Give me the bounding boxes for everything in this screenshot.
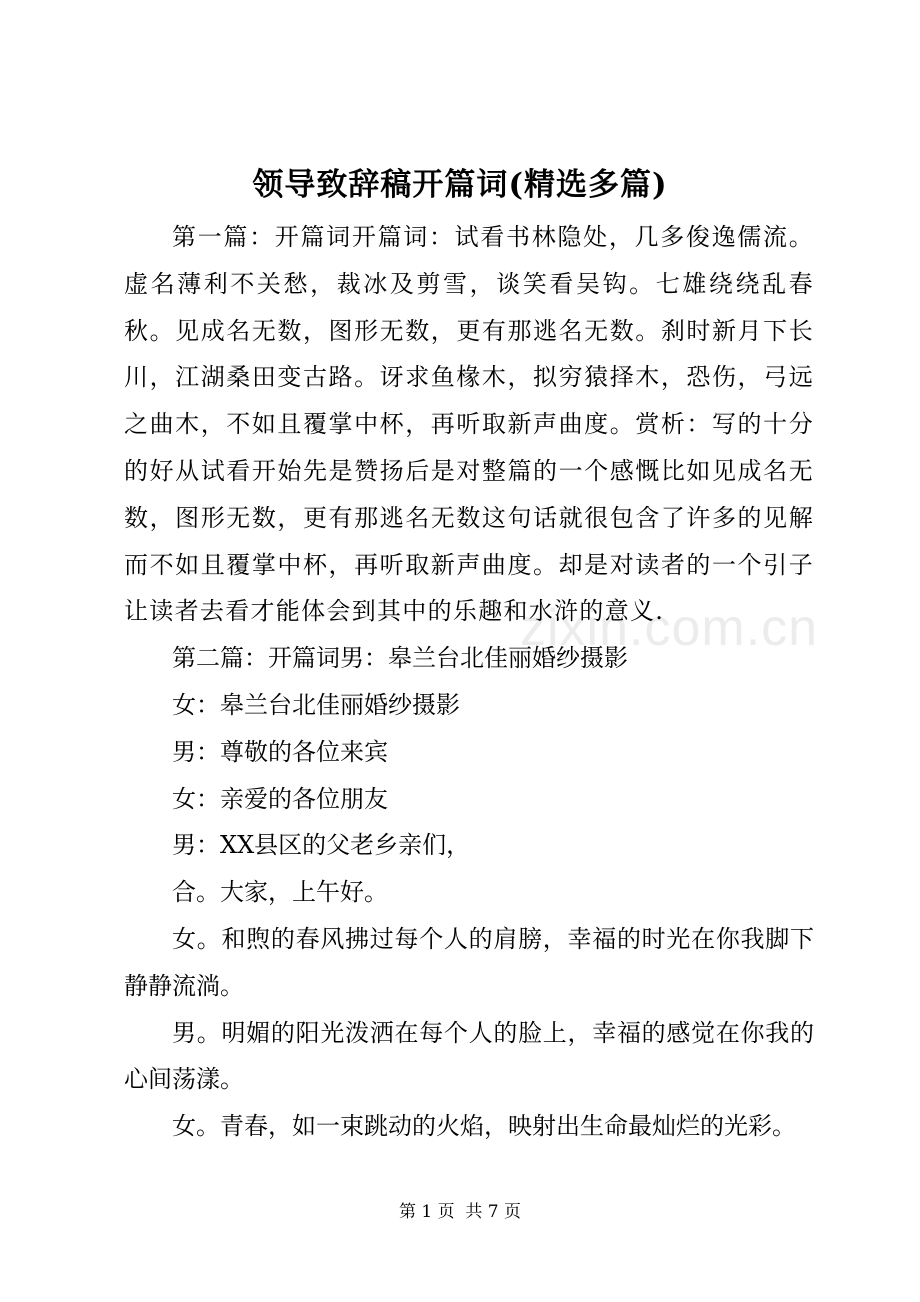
paragraph-10: 女。青春，如一束跳动的火焰，映射出生命最灿烂的光彩。 <box>172 1112 796 1141</box>
watermark: zixin.com.cn <box>520 599 819 657</box>
paragraph-4: 男：尊敬的各位来宾 <box>172 737 388 766</box>
page-number: 第 1 页 共 7 页 <box>398 1202 522 1222</box>
document-body <box>124 214 814 1150</box>
document-title: 领导致辞稿开篇词(精选多篇) <box>252 167 668 203</box>
page-footer <box>0 1200 920 1224</box>
paragraph-7: 合。大家，上午好。 <box>172 878 388 907</box>
paragraph-6: 男：XX县区的父老乡亲们， <box>172 831 471 860</box>
paragraph-8: 女。和煦的春风拂过每个人的肩膀，幸福的时光在你我脚下静静流淌。 <box>124 924 814 1000</box>
paragraph-5: 女：亲爱的各位朋友 <box>172 784 388 813</box>
paragraph-1: 第一篇：开篇词开篇词：试看书林隐处，几多俊逸儒流。虚名薄利不关愁，裁冰及剪雪，谈笑看吴钩。七雄绕绕乱春秋。见成名无数，图形无数，更有那逃名无数。刹时新月下长川，江湖桑田变古路。讶求鱼椽木，拟穷猿择木，恐伤，弓远之曲木，不如且覆掌中杯，再听取新声曲度。赏析：写的十分的好从试看开始先是赞扬后是对整篇的一个感慨比如见成名无数，图形无数，更有那逃名无数这句话就很包含了许多的见解而不如且覆掌中杯，再听取新声曲度。却是对读者的一个引子让读者去看才能体会到其中的乐趣和水浒的意义. <box>124 223 814 626</box>
paragraph-9: 男。明媚的阳光泼洒在每个人的脸上，幸福的感觉在你我的心间荡漾。 <box>124 1018 814 1094</box>
paragraph-2: 第二篇：开篇词男：皋兰台北佳丽婚纱摄影 <box>172 644 628 673</box>
paragraph-3: 女：皋兰台北佳丽婚纱摄影 <box>172 690 460 719</box>
